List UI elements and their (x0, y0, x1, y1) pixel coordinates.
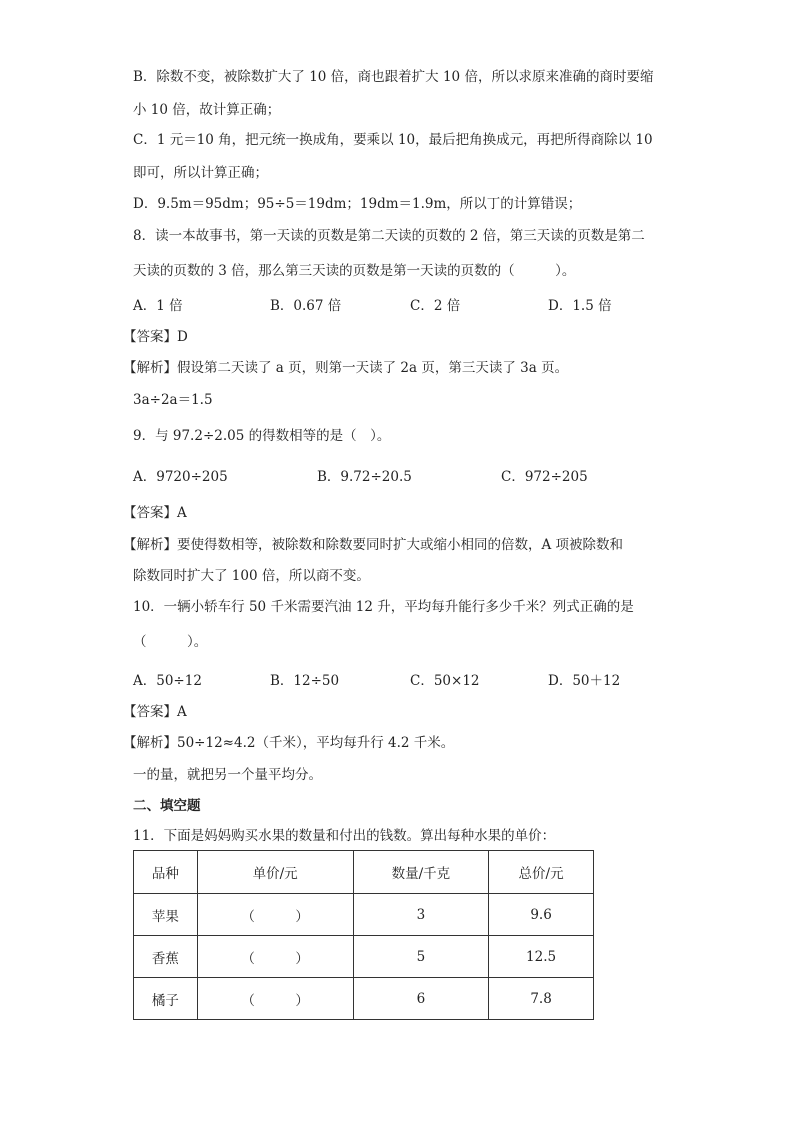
analysis-text: 【解析】要使得数相等，被除数和除数要同时扩大或缩小相同的倍数，A 项被除数和 (123, 537, 624, 553)
table-cell: 9.6 (489, 894, 594, 936)
column-header: 单价/元 (197, 851, 353, 894)
question-11-stem: 11．下面是妈妈购买水果的数量和付出的钱数。算出每种水果的单价： (133, 828, 556, 844)
question-9-stem: 9．与 97.2÷2.05 的得数相等的是（ ）。 (133, 428, 391, 444)
analysis-text: 【解析】假设第二天读了 a 页，则第一天读了 2a 页，第三天读了 3a 页。 (123, 360, 569, 376)
table-header-row (134, 851, 594, 894)
answer-blank: （ ） (197, 936, 353, 978)
answer-blank: （ ） (197, 978, 353, 1020)
text-line: D．9.5m＝95dm；95÷5＝19dm；19dm＝1.9m，所以丁的计算错误； (133, 196, 582, 212)
option-c: C．972÷205 (501, 469, 588, 485)
answer-label: 【答案】A (123, 505, 187, 521)
option-a: A．9720÷205 (133, 469, 228, 485)
column-header: 品种 (134, 851, 198, 894)
question-8-stem: 8．读一本故事书，第一天读的页数是第二天读的页数的 2 倍，第三天读的页数是第二 (133, 228, 645, 244)
table-cell: 12.5 (489, 936, 594, 978)
option-d: D．50＋12 (548, 673, 621, 689)
table-row (134, 936, 594, 978)
table-cell: 3 (353, 894, 489, 936)
question-8-stem: 天读的页数的 3 倍，那么第三天读的页数是第一天读的页数的（ ）。 (133, 263, 576, 279)
analysis-text: 除数同时扩大了 100 倍，所以商不变。 (133, 568, 370, 584)
table-cell: 5 (353, 936, 489, 978)
section-title: 二、填空题 (133, 798, 201, 814)
text-line: B．除数不变，被除数扩大了 10 倍，商也跟着扩大 10 倍，所以求原来准确的商时要缩 (133, 69, 654, 85)
option-b: B．12÷50 (270, 673, 340, 689)
option-c: C．2 倍 (410, 298, 461, 314)
option-d: D．1.5 倍 (548, 298, 612, 314)
answer-label: 【答案】D (123, 329, 188, 345)
fruit-price-table (133, 850, 594, 1020)
option-a: A．1 倍 (133, 298, 183, 314)
option-a: A．50÷12 (133, 673, 202, 689)
text-line: 即可，所以计算正确； (133, 165, 268, 181)
table-cell: 香蕉 (134, 936, 198, 978)
table-cell: 7.8 (489, 978, 594, 1020)
table-cell: 苹果 (134, 894, 198, 936)
analysis-text: 【解析】50÷12≈4.2（千米），平均每升行 4.2 千米。 (123, 735, 455, 751)
text-line: C．1 元＝10 角，把元统一换成角，要乘以 10，最后把角换成元，再把所得商除以 10 (133, 132, 653, 148)
option-b: B．9.72÷20.5 (317, 469, 412, 485)
calculation-text: 3a÷2a＝1.5 (133, 392, 213, 408)
option-c: C．50×12 (410, 673, 480, 689)
table-cell: 6 (353, 978, 489, 1020)
text-line: 小 10 倍，故计算正确； (133, 102, 281, 118)
table-cell: 橘子 (134, 978, 198, 1020)
question-10-stem: 10．一辆小轿车行 50 千米需要汽油 12 升，平均每升能行多少千米？列式正确的是 (133, 599, 634, 615)
extra-text: 一的量，就把另一个量平均分。 (133, 767, 322, 783)
answer-blank: （ ） (197, 894, 353, 936)
option-b: B．0.67 倍 (270, 298, 342, 314)
question-10-stem: （ ）。 (133, 634, 208, 650)
table-row (134, 894, 594, 936)
table-row (134, 978, 594, 1020)
column-header: 总价/元 (489, 851, 594, 894)
column-header: 数量/千克 (353, 851, 489, 894)
answer-label: 【答案】A (123, 704, 187, 720)
